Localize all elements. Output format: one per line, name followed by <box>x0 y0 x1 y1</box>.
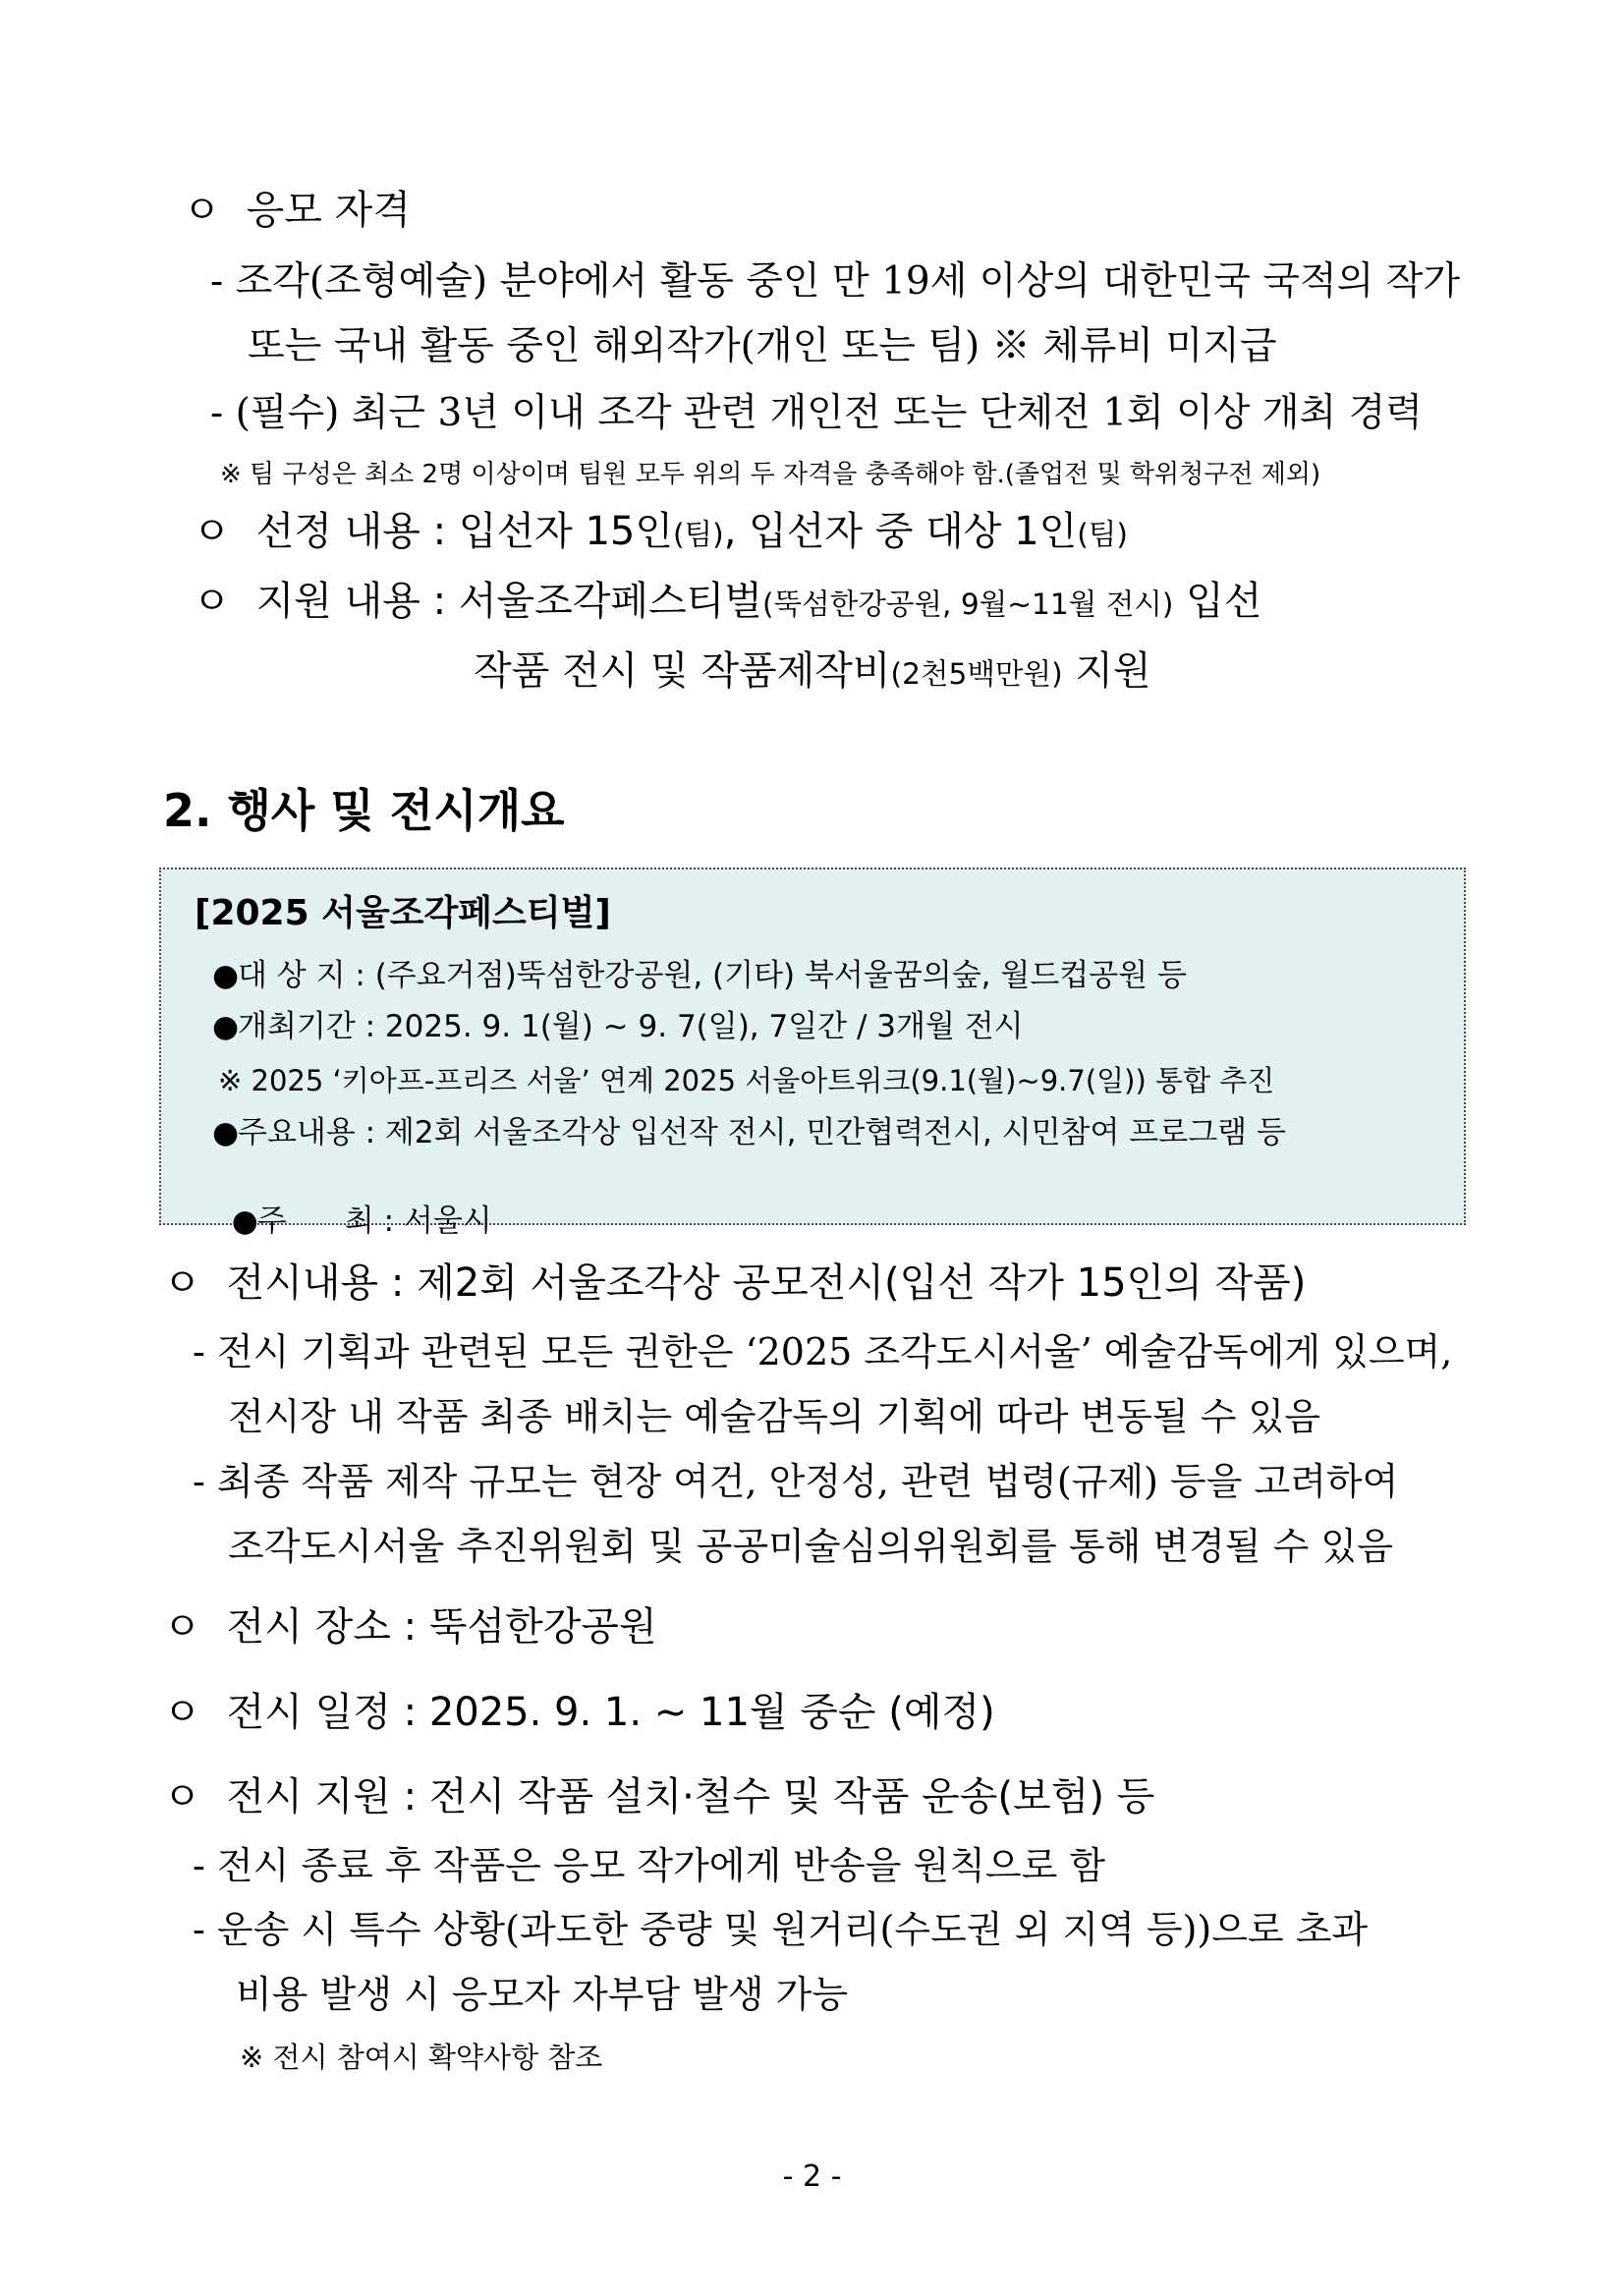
festival-item-content-text: 주요내용 : 제2회 서울조각상 입선작 전시, 민간협력전시, 시민참여 프로그램 등 <box>238 1115 1286 1150</box>
venue-row <box>163 1603 657 1651</box>
exhibition-support-line-2: - 운송 시 특수 상황(과도한 중량 및 원거리(수도권 외 지역 등))으로 초과 <box>193 1908 1369 1951</box>
qualification-item-2: 또는 국내 활동 중인 해외작가(개인 또는 팀) ※ 체류비 미지급 <box>248 324 1277 368</box>
selection-label: 선정 내용 : <box>255 509 459 554</box>
qualification-heading-row <box>183 187 411 234</box>
support-part1: 서울조각페스티벌 <box>458 579 762 624</box>
circle-bullet-icon: ㅇ <box>163 1604 201 1650</box>
qualification-item-1: - 조각(조형예술) 분야에서 활동 중인 만 19세 이상의 대한민국 국적의 작가 <box>210 259 1461 304</box>
circle-bullet-icon: ㅇ <box>163 1260 201 1306</box>
selection-part2-small: (팀) <box>1077 518 1128 551</box>
selection-part1-small: (팀) <box>673 518 724 551</box>
section-2-title: 2. 행사 및 전시개요 <box>163 784 565 837</box>
festival-note: ※ 2025 ‘키아프-프리즈 서울’ 연계 2025 서울아트위크(9.1(월)~9.7(일)) 통합 추진 <box>218 1064 1275 1097</box>
exhibition-support-note: ※ 전시 참여시 확약사항 참조 <box>240 2041 603 2074</box>
festival-item-host <box>212 1167 492 1240</box>
qualification-heading: 응모 자격 <box>246 188 411 233</box>
exhibition-support-heading: 전시 지원 : 전시 작품 설치·철수 및 작품 운송(보험) 등 <box>226 1774 1155 1820</box>
support-line2: 작품 전시 및 작품제작비 <box>474 648 891 694</box>
qualification-note: ※ 팀 구성은 최소 2명 이상이며 팀원 모두 위의 두 자격을 충족해야 함.(졸업전 및 학위청구전 제외) <box>220 460 1321 489</box>
festival-item-venue <box>212 958 1187 994</box>
exhibition-support-line-3: 비용 발생 시 응모자 자부담 발생 가능 <box>236 1973 849 2016</box>
support-part1-small: (뚝섬한강공원, 9월~11월 전시) <box>761 588 1174 621</box>
circle-bullet-icon: ㅇ <box>183 188 221 233</box>
selection-part2: , 입선자 중 대상 1인 <box>723 509 1078 554</box>
schedule-row <box>163 1689 995 1736</box>
exhibition-content-line-2: 전시장 내 작품 최종 배치는 예술감독의 기획에 따라 변동될 수 있음 <box>228 1395 1320 1438</box>
festival-item-host-text: 주 최 : 서울시 <box>256 1204 492 1240</box>
exhibition-content-line-3: - 최종 작품 제작 규모는 현장 여건, 안정성, 관련 법령(규제) 등을 고려하여 <box>193 1460 1399 1503</box>
venue-heading: 전시 장소 : 뚝섬한강공원 <box>226 1604 657 1650</box>
festival-item-content <box>212 1115 1286 1151</box>
exhibition-content-row <box>163 1260 1306 1307</box>
schedule-heading: 전시 일정 : 2025. 9. 1. ~ 11월 중순 (예정) <box>226 1690 995 1735</box>
support-line2-end: 지원 <box>1062 648 1151 694</box>
dot-bullet-icon: ● <box>212 1115 240 1150</box>
exhibition-content-heading: 전시내용 : 제2회 서울조각상 공모전시(입선 작가 15인의 작품) <box>226 1260 1307 1306</box>
circle-bullet-icon: ㅇ <box>193 579 231 624</box>
festival-item-venue-text: 대 상 지 : (주요거점)뚝섬한강공원, (기타) 북서울꿈의숲, 월드컵공원 등 <box>238 958 1187 993</box>
circle-bullet-icon: ㅇ <box>163 1690 201 1735</box>
qualification-item-3: - (필수) 최근 3년 이내 조각 관련 개인전 또는 단체전 1회 이상 개최 경력 <box>210 391 1423 435</box>
dot-bullet-icon: ● <box>212 958 240 993</box>
festival-box-title: [2025 서울조각페스티벌] <box>195 893 611 933</box>
support-row-2 <box>474 647 1151 695</box>
dot-bullet-icon: ● <box>212 1009 240 1044</box>
festival-item-period <box>212 1009 1024 1045</box>
exhibition-content-line-1: - 전시 기획과 관련된 모든 권한은 ‘2025 조각도시서울’ 예술감독에게 있으며, <box>193 1330 1453 1373</box>
circle-bullet-icon: ㅇ <box>163 1774 201 1820</box>
exhibition-support-row <box>163 1773 1154 1820</box>
selection-row <box>193 508 1128 555</box>
circle-bullet-icon: ㅇ <box>193 509 231 554</box>
dot-bullet-icon: ● <box>231 1204 258 1240</box>
support-row <box>193 578 1261 625</box>
exhibition-content-line-4: 조각도시서울 추진위원회 및 공공미술심의위원회를 통해 변경될 수 있음 <box>228 1525 1393 1568</box>
exhibition-support-line-1: - 전시 종료 후 작품은 응모 작가에게 반송을 원칙으로 함 <box>193 1844 1106 1887</box>
support-part1-end: 입선 <box>1173 579 1262 624</box>
festival-item-period-text: 개최기간 : 2025. 9. 1(월) ~ 9. 7(일), 7일간 / 3개월 전시 <box>238 1009 1024 1044</box>
selection-part1: 입선자 15인 <box>458 509 674 554</box>
support-label: 지원 내용 : <box>255 579 459 624</box>
support-line2-small: (2천5백만원) <box>890 657 1063 691</box>
page-number: - 2 - <box>782 2159 842 2194</box>
